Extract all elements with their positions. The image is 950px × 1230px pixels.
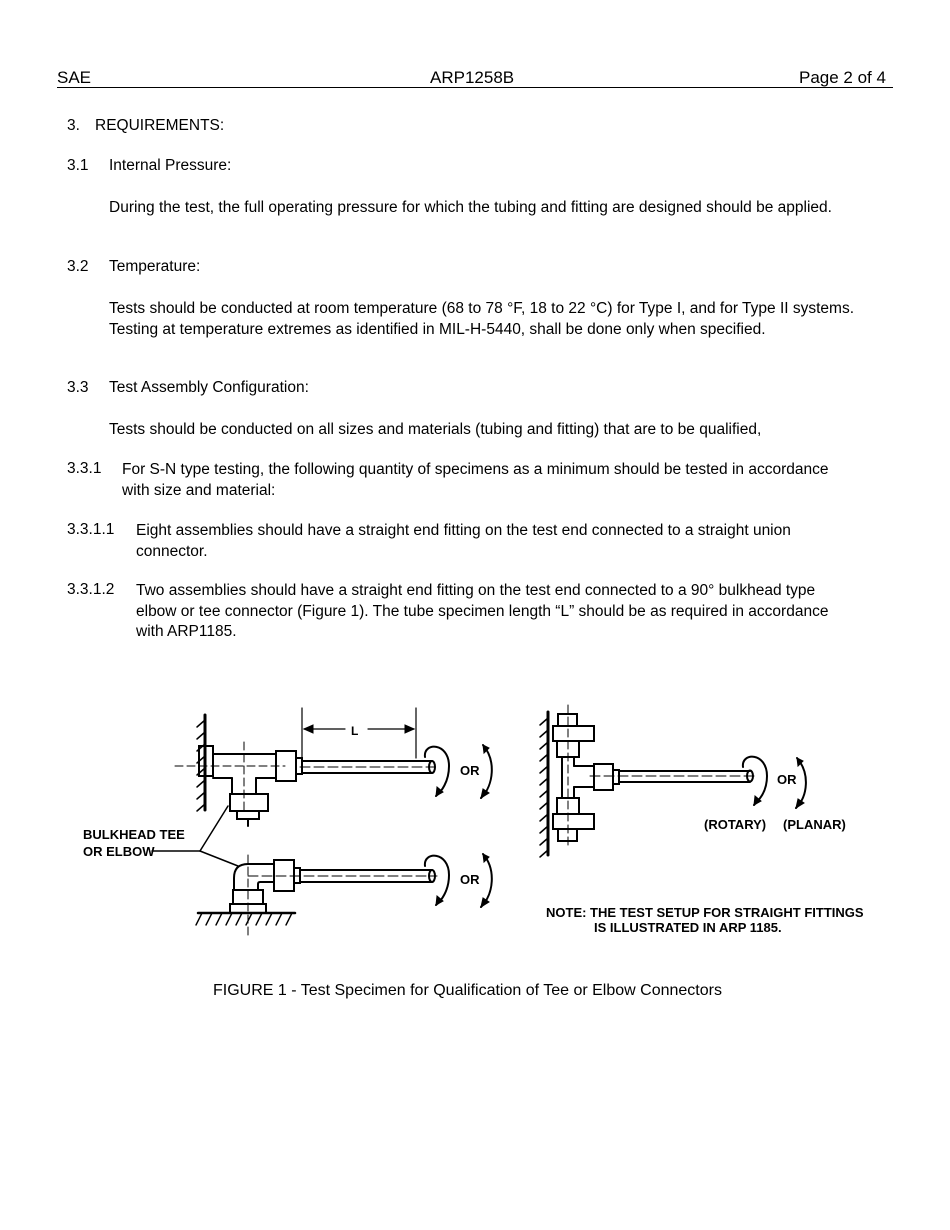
section-3-1-body: During the test, the full operating pressure for which the tubing and fitting are designed should be applied. — [109, 199, 832, 216]
or-label-top: OR — [460, 763, 480, 778]
section-3-1-number: 3.1 — [67, 157, 89, 174]
section-3-3-number: 3.3 — [67, 379, 89, 396]
elbow-assembly — [196, 854, 492, 935]
section-3-title: REQUIREMENTS: — [95, 117, 225, 134]
section-3-3-1-2-body: Two assemblies should have a straight end fitting on the test end connected to a 90° bulkhead type elbow or tee connector (Figure 1). The tube specimen length “L” should be as required in accordance with ARP1185. — [136, 582, 829, 640]
section-3-3-1-number: 3.3.1 — [67, 460, 102, 477]
bulkhead-tee-assembly — [175, 708, 492, 826]
header-left: SAE — [57, 68, 92, 87]
figure-1-drawing — [0, 690, 950, 950]
rotary-label: (ROTARY) — [704, 817, 767, 832]
section-3-number: 3. — [67, 117, 80, 134]
section-3-1-title: Internal Pressure: — [109, 157, 232, 174]
section-3-3-1-1-body: Eight assemblies should have a straight end fitting on the test end connected to a straight union connector. — [136, 522, 791, 560]
header-center: ARP1258B — [430, 68, 515, 87]
figure-caption: FIGURE 1 - Test Specimen for Qualification of Tee or Elbow Connectors — [213, 982, 722, 999]
section-3-3-1-body: For S-N type testing, the following quantity of specimens as a minimum should be tested in accordance with size and material: — [122, 461, 829, 499]
header-right: Page 2 of 4 — [799, 68, 886, 87]
section-3-3-1-1-number: 3.3.1.1 — [67, 521, 115, 538]
or-label-bottom: OR — [460, 872, 480, 887]
section-3-2-title: Temperature: — [109, 258, 201, 275]
bulkhead-label-line1: BULKHEAD TEE — [83, 827, 185, 842]
note-line2: IS ILLUSTRATED IN ARP 1185. — [594, 920, 782, 935]
planar-label: (PLANAR) — [783, 817, 846, 832]
section-3-3-body: Tests should be conducted on all sizes and materials (tubing and fitting) that are to be qualified, — [109, 421, 762, 438]
section-3-2-body: Tests should be conducted at room temperature (68 to 78 °F, 18 to 22 °C) for Type I, and for Type II systems. Testing at temperature extremes as identified in MIL-H-5440, shall be done only when specified. — [109, 300, 855, 338]
header-rule — [57, 87, 893, 88]
section-3-3-1-2-number: 3.3.1.2 — [67, 581, 115, 598]
section-3-2-number: 3.2 — [67, 258, 89, 275]
dimension-label-l: L — [351, 724, 359, 738]
bulkhead-label-line2: OR ELBOW — [83, 844, 155, 859]
section-3-3-title: Test Assembly Configuration: — [109, 379, 309, 396]
note-line1: NOTE: THE TEST SETUP FOR STRAIGHT FITTINGS — [546, 905, 864, 920]
straight-fitting-assembly — [540, 705, 806, 857]
or-label-right: OR — [777, 772, 797, 787]
